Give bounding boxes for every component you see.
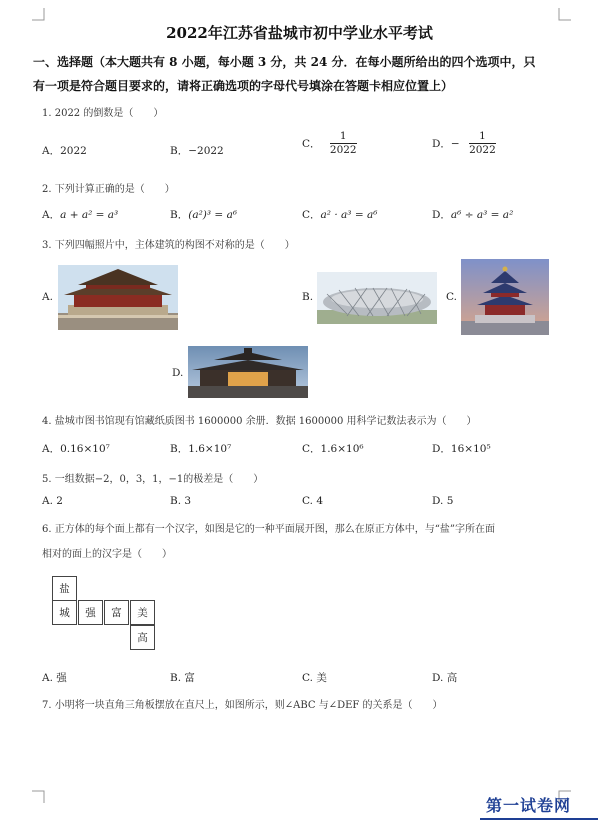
q6-option-d: D. 高 [432,672,458,684]
question-7-stem: 7. 小明将一块直角三角板摆放在直尺上，如图所示，则∠ABC 与∠DEF 的关系是（ ） [42,700,443,711]
q3-option-b: B. [302,291,314,303]
q4-option-c: C．1.6×10⁶ [302,443,364,455]
q2-option-b [170,207,237,222]
q2-option-c [302,207,377,222]
q1-c-numerator: 1 [330,130,357,144]
q3-photo-b-stadium [317,272,437,324]
q5-option-c: C. 4 [302,495,324,507]
page-title: 2022年江苏省盐城市初中学业水平考试 [166,24,433,42]
q3-option-d: D. [172,367,184,379]
q6-option-c: C. 美 [302,672,327,684]
q1-option-c-label: C． [302,138,321,150]
question-3-stem: 3. 下列四幅照片中，主体建筑的构图不对称的是（ ） [42,240,295,251]
cube-net-cell: 美 [130,600,155,625]
q1-option-d [432,130,496,157]
q3-photo-a-palace [58,265,178,330]
crop-mark-top-left [32,8,46,22]
q1-c-denominator: 2022 [329,144,357,156]
q1-option-d-label: D．− [432,138,460,150]
q1-option-c [302,130,357,157]
q2-option-d [432,207,513,222]
q5-option-b: B. 3 [170,495,192,507]
q2-c-math: a² · a³ = a⁶ [320,209,378,221]
q2-a-math: a + a² = a³ [60,209,119,221]
q1-d-denominator: 2022 [469,144,496,156]
section-instruction-line2: 有一项是符合题目要求的，请将正确选项的字母代号填涂在答题卡相应位置上） [33,79,454,93]
q4-option-b: B．1.6×10⁷ [170,443,232,455]
q2-d-label: D． [432,209,451,221]
q4-option-d: D．16×10⁵ [432,443,491,455]
watermark-underline [480,818,598,820]
q3-option-c: C. [446,291,457,303]
q1-option-d-fraction [469,130,496,157]
crop-mark-bottom-left [32,789,46,803]
question-4-stem: 4. 盐城市图书馆现有馆藏纸质图书 1600000 余册．数据 1600000 用科学记数法表示为（ ） [42,416,477,427]
q2-d-math: a⁶ ÷ a³ = a² [450,209,514,221]
question-1-stem: 1. 2022 的倒数是（ ） [42,108,164,119]
q3-option-a: A. [42,291,53,303]
q2-option-a [42,207,118,222]
cube-net-cell: 盐 [52,576,77,601]
q3-photo-c-temple-of-heaven [461,259,549,335]
q5-option-d: D. 5 [432,495,454,507]
cube-net-cell: 城 [52,600,77,625]
q2-b-math: (a²)³ = a⁶ [188,209,238,221]
crop-mark-top-right [557,8,571,22]
q1-option-a: A．2022 [42,145,87,157]
q6-option-a: A. 强 [42,672,67,684]
question-6-stem-line1: 6. 正方体的每个面上都有一个汉字，如图是它的一种平面展开图，那么在原正方体中，与“盐”字所在面 [42,524,495,535]
question-5-stem: 5. 一组数据−2，0，3，1，−1的极差是（ ） [42,474,264,485]
q5-option-a: A. 2 [42,495,63,507]
cube-net-cell: 高 [130,625,155,650]
q1-option-b: B．−2022 [170,145,224,157]
q1-d-numerator: 1 [469,130,496,144]
q2-c-label: C． [302,209,321,221]
q2-a-label: A． [42,209,61,221]
section-instruction-line1: 一、选择题（本大题共有 8 小题，每小题 3 分，共 24 分．在每小题所给出的四个选项中，只 [33,55,536,69]
cube-net-cell: 富 [104,600,129,625]
q2-b-label: B． [170,209,189,221]
question-6-stem-line2: 相对的面上的汉字是（ ） [42,549,172,560]
cube-net-cell: 强 [78,600,103,625]
q1-option-c-fraction [330,130,357,157]
site-watermark: 第一试卷网 [486,796,572,815]
question-2-stem: 2. 下列计算正确的是（ ） [42,184,175,195]
q3-photo-d-museum [188,346,308,398]
q4-option-a: A．0.16×10⁷ [42,443,110,455]
q6-option-b: B. 富 [170,672,195,684]
